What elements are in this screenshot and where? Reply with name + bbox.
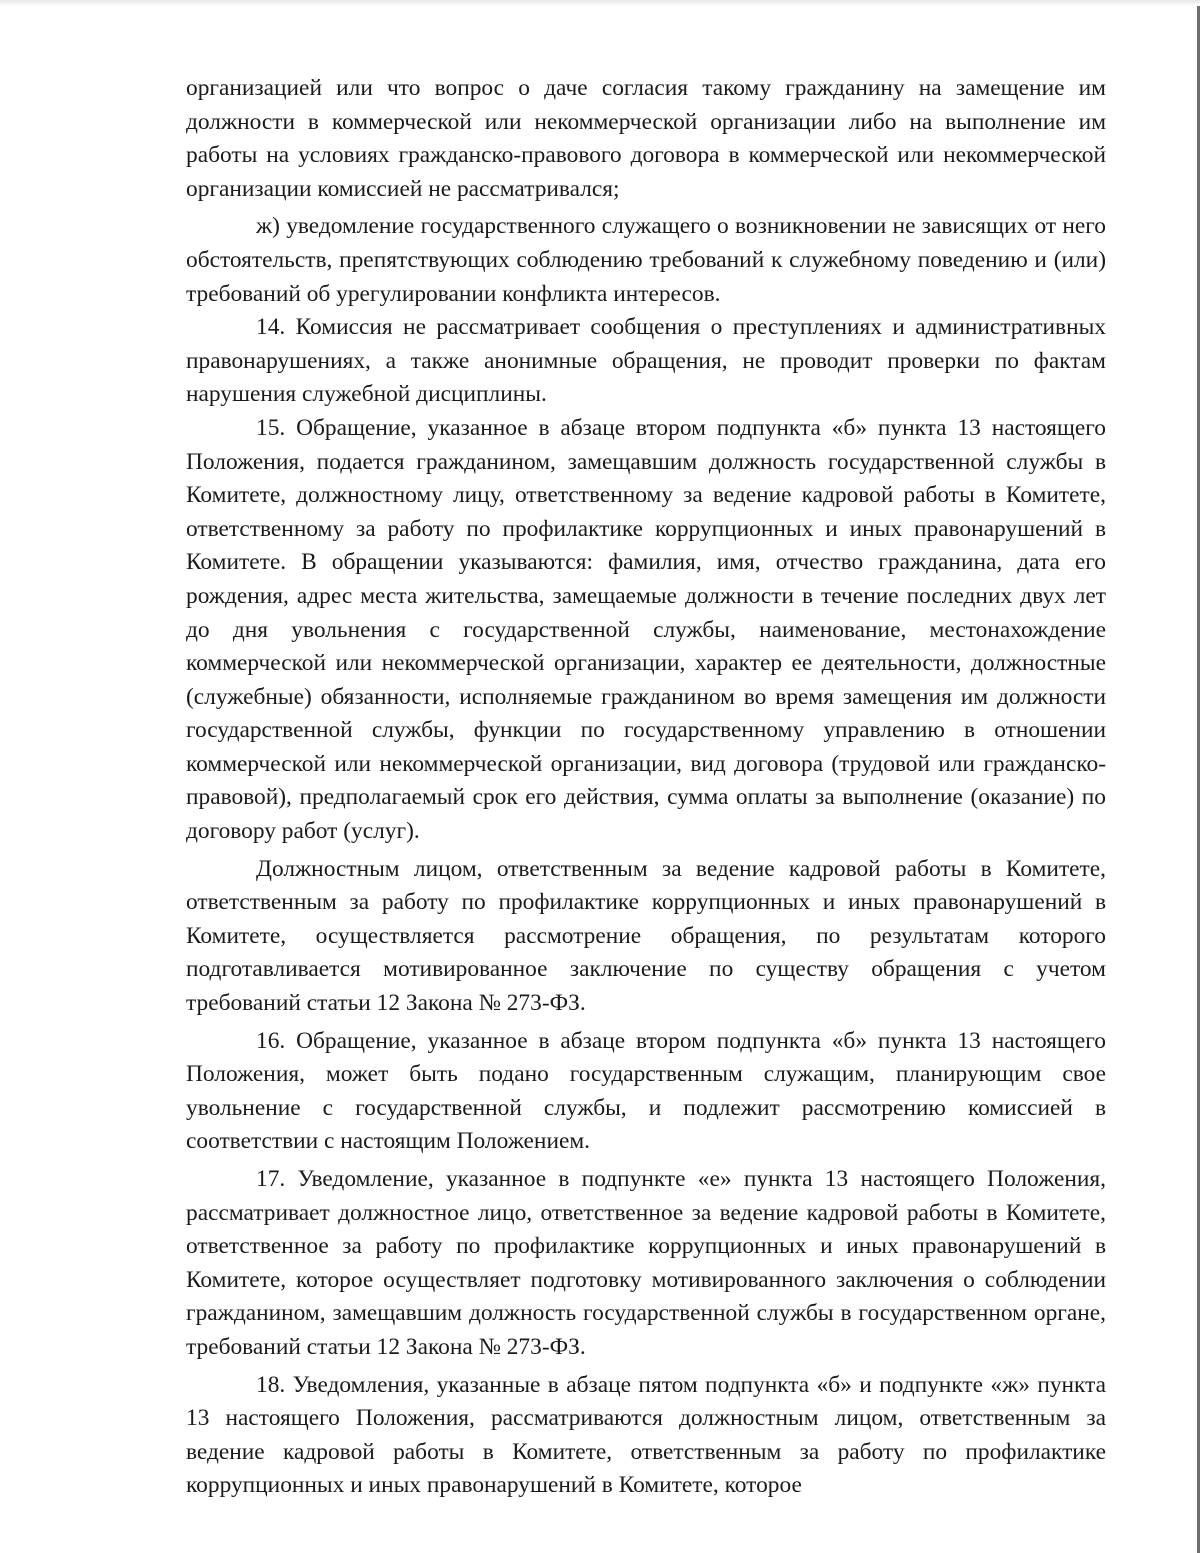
paragraph-item-16: 16. Обращение, указанное в абзаце втором подпункта «б» пункта 13 настоящего Положения, может быть подано государственным служащим, планирующим свое увольнение с государственной службы, и подлежит рассмотрению комиссией в соответствии с настоящим Положением.	[186, 1027, 1106, 1155]
document-body	[186, 72, 1106, 1503]
paragraph-item-17: 17. Уведомление, указанное в подпункте «е» пункта 13 настоящего Положения, рассматривает должностное лицо, ответственное за ведение кадровой работы в Комитете, ответственное за работу по профилактике коррупционных и иных правонарушений в Комитете, которое осуществляет подготовку мотивированного заключения о соблюдении гражданином, замещавшим должность государственной службы в государственном органе, требований статьи 12 Закона № 273-ФЗ.	[186, 1166, 1106, 1360]
paragraph-item-14: 14. Комиссия не рассматривает сообщения о преступлениях и административных правонарушениях, а также анонимные обращения, не проводит проверки по фактам нарушения служебной дисциплины.	[186, 314, 1106, 408]
paragraph-subitem-zh: ж) уведомление государственного служащего о возникновении не зависящих от него обстоятельств, препятствующих соблюдению требований к служебному поведению и (или) требований об урегулировании конфликта интересов.	[186, 213, 1106, 307]
paragraph-continuation: организацией или что вопрос о даче согласия такому гражданину на замещение им должности в коммерческой или некоммерческой организации либо на выполнение им работы на условиях гражданско-правового договора в коммерческой или некоммерческой организации комиссией не рассматривался;	[186, 75, 1106, 202]
page-top-edge	[0, 0, 1200, 6]
paragraph-item-15: 15. Обращение, указанное в абзаце втором подпункта «б» пункта 13 настоящего Положения, подается гражданином, замещавшим должность государственной службы в Комитете, должностному лицу, ответственному за ведение кадровой работы в Комитете, ответственному за работу по профилактике коррупционных и иных правонарушений в Комитете. В обращении указываются: фамилия, имя, отчество гражданина, дата его рождения, адрес места жительства, замещаемые должности в течение последних двух лет до дня увольнения с государственной службы, наименование, местонахождение коммерческой или некоммерческой организации, характер ее деятельности, должностные (служебные) обязанности, исполняемые гражданином во время замещения им должности государственной службы, функции по государственному управлению в отношении коммерческой или некоммерческой организации, вид договора (трудовой или гражданско-правовой), предполагаемый срок его действия, сумма оплаты за выполнение (оказание) по договору работ (услуг).	[186, 414, 1106, 845]
paragraph-item-15-continuation: Должностным лицом, ответственным за ведение кадровой работы в Комитете, ответственным за работу по профилактике коррупционных и иных правонарушений в Комитете, осуществляется рассмотрение обращения, по результатам которого подготавливается мотивированное заключение по существу обращения с учетом требований статьи 12 Закона № 273-ФЗ.	[186, 855, 1106, 1017]
paragraph-item-18: 18. Уведомления, указанные в абзаце пятом подпункта «б» и подпункте «ж» пункта 13 настоящего Положения, рассматриваются должностным лицом, ответственным за ведение кадровой работы в Комитете, ответственным за работу по профилактике коррупционных и иных правонарушений в Комитете, которое	[186, 1371, 1106, 1499]
